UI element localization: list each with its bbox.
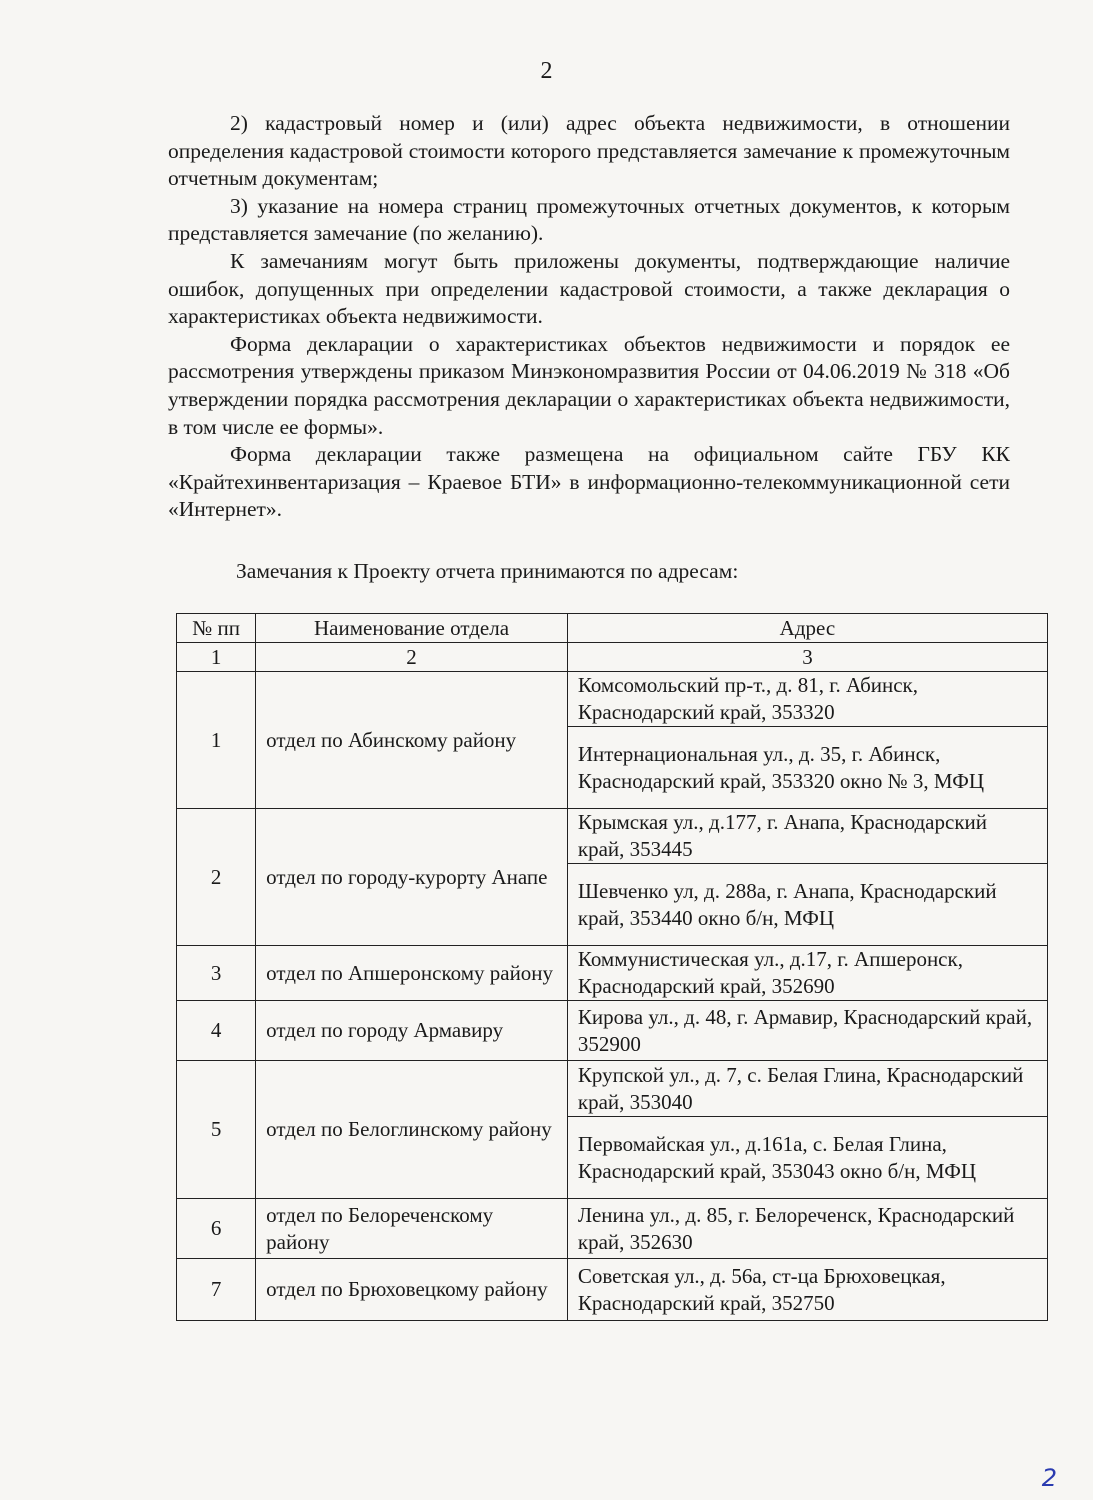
table-row xyxy=(177,1259,1048,1321)
table-row xyxy=(177,1199,1048,1259)
address-table xyxy=(176,613,1048,1321)
row-number: 2 xyxy=(177,809,256,946)
table-row xyxy=(177,672,1048,727)
department-name: отдел по Апшеронскому району xyxy=(256,946,568,1001)
column-number: 1 xyxy=(177,643,256,672)
address-cell: Крымская ул., д.177, г. Анапа, Краснодарский край, 353445 xyxy=(567,809,1047,864)
handwritten-page-mark: 2 xyxy=(1041,1464,1057,1492)
header-department: Наименование отдела xyxy=(256,614,568,643)
department-name: отдел по городу Армавиру xyxy=(256,1001,568,1061)
row-number: 5 xyxy=(177,1061,256,1199)
table-header-row xyxy=(177,614,1048,643)
table-row xyxy=(177,1001,1048,1061)
paragraph-attachments: К замечаниям могут быть приложены документы, подтверждающие наличие ошибок, допущенных при определении кадастровой стоимости, а также декларация о характеристиках объекта недвижимости. xyxy=(168,248,1010,329)
row-number: 6 xyxy=(177,1199,256,1259)
address-cell: Интернациональная ул., д. 35, г. Абинск, Краснодарский край, 353320 окно № 3, МФЦ xyxy=(567,727,1047,809)
department-name: отдел по Абинскому району xyxy=(256,672,568,809)
department-name: отдел по городу-курорту Анапе xyxy=(256,809,568,946)
header-number: № пп xyxy=(177,614,256,643)
address-cell: Первомайская ул., д.161а, с. Белая Глина, Краснодарский край, 353043 окно б/н, МФЦ xyxy=(567,1117,1047,1199)
paragraph-declaration-form: Форма декларации о характеристиках объектов недвижимости и порядок ее рассмотрения утверждены приказом Минэкономразвития России от 04.06.2019 № 318 «Об утверждении порядка рассмотрения декларации о характеристиках объекта недвижимости, в том числе ее формы». xyxy=(168,331,1010,439)
address-cell: Шевченко ул, д. 288а, г. Анапа, Краснодарский край, 353440 окно б/н, МФЦ xyxy=(567,864,1047,946)
column-number: 3 xyxy=(567,643,1047,672)
department-name: отдел по Белореченскому району xyxy=(256,1199,568,1259)
address-cell: Комсомольский пр-т., д. 81, г. Абинск, Краснодарский край, 353320 xyxy=(567,672,1047,727)
address-cell: Ленина ул., д. 85, г. Белореченск, Краснодарский край, 352630 xyxy=(567,1199,1047,1259)
row-number: 7 xyxy=(177,1259,256,1321)
column-number: 2 xyxy=(256,643,568,672)
address-cell: Коммунистическая ул., д.17, г. Апшеронск, Краснодарский край, 352690 xyxy=(567,946,1047,1001)
column-number-row xyxy=(177,643,1048,672)
address-cell: Крупской ул., д. 7, с. Белая Глина, Краснодарский край, 353040 xyxy=(567,1061,1047,1117)
paragraph-page-numbers: 3) указание на номера страниц промежуточных отчетных документов, к которым представляется замечание (по желанию). xyxy=(168,193,1010,246)
table-row xyxy=(177,809,1048,864)
row-number: 3 xyxy=(177,946,256,1001)
paragraph-declaration-website: Форма декларации также размещена на официальном сайте ГБУ КК «Крайтехинвентаризация – Краевое БТИ» в информационно-телекоммуникационной сети «Интернет». xyxy=(168,442,1010,522)
address-cell: Советская ул., д. 56а, ст-ца Брюховецкая, Краснодарский край, 352750 xyxy=(567,1259,1047,1321)
row-number: 4 xyxy=(177,1001,256,1061)
page-number: 2 xyxy=(540,58,553,84)
table-row xyxy=(177,1061,1048,1117)
department-name: отдел по Белоглинскому району xyxy=(256,1061,568,1199)
row-number: 1 xyxy=(177,672,256,809)
address-cell: Кирова ул., д. 48, г. Армавир, Краснодарский край, 352900 xyxy=(567,1001,1047,1061)
table-intro: Замечания к Проекту отчета принимаются по адресам: xyxy=(236,559,739,583)
table-row xyxy=(177,946,1048,1001)
body-text xyxy=(168,110,1010,524)
header-address: Адрес xyxy=(567,614,1047,643)
department-name: отдел по Брюховецкому району xyxy=(256,1259,568,1321)
paragraph-cadastral-number: 2) кадастровый номер и (или) адрес объекта недвижимости, в отношении определения кадастровой стоимости которого представляется замечание к промежуточным отчетным документам; xyxy=(168,111,1010,191)
